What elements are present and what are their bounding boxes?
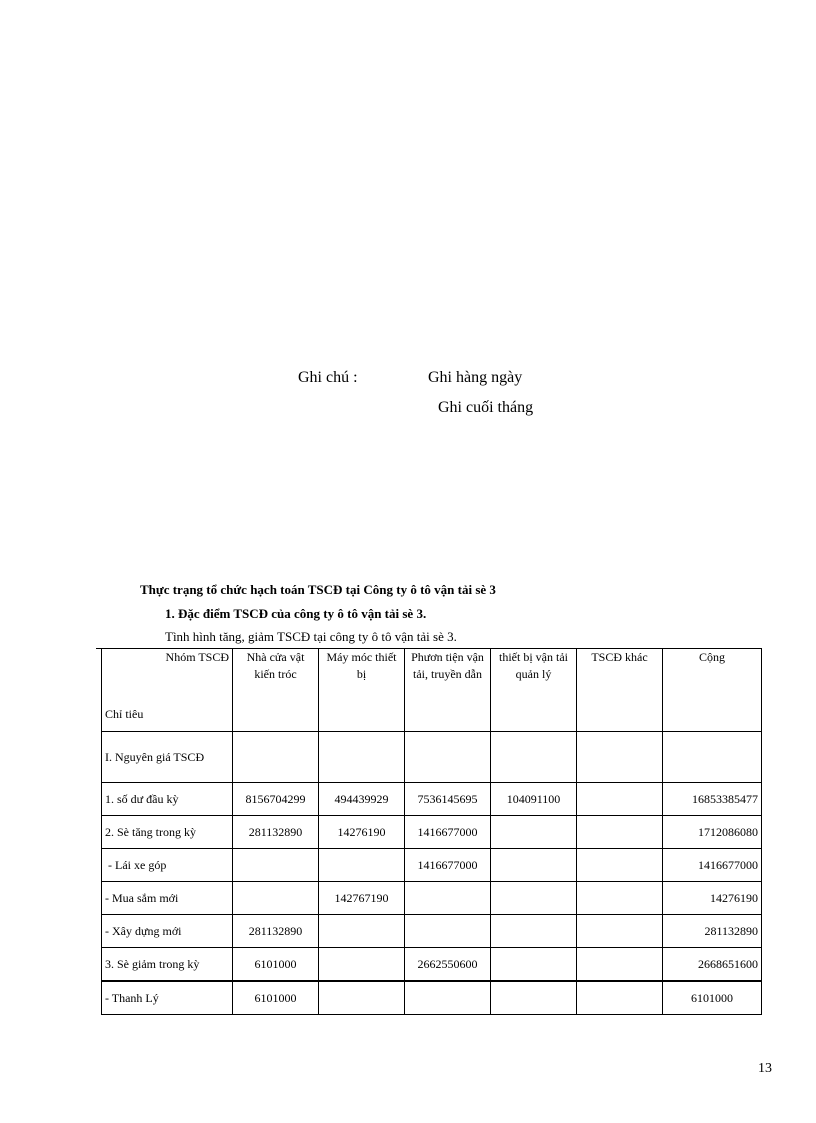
table-header-row (102, 649, 762, 732)
cell-other-assets (577, 915, 663, 948)
cell-total: 1712086080 (663, 816, 762, 849)
cell-management-equipment (491, 732, 577, 783)
header-corner-cell (102, 649, 233, 732)
header-buildings: Nhà cửa vật kiến tróc (233, 649, 319, 732)
header-machinery: Máy móc thiết bị (319, 649, 405, 732)
cell-buildings: 281132890 (233, 816, 319, 849)
cell-total: 2668651600 (663, 948, 762, 982)
cell-machinery: 142767190 (319, 882, 405, 915)
cell-transport: 2662550600 (405, 948, 491, 982)
cell-machinery (319, 849, 405, 882)
cell-management-equipment: 104091100 (491, 783, 577, 816)
table-row (102, 981, 762, 1015)
row-label: 2. Sè tăng trong kỳ (102, 816, 233, 849)
cell-other-assets (577, 948, 663, 982)
cell-other-assets (577, 849, 663, 882)
row-label: - Thanh Lý (102, 981, 233, 1015)
table-row (102, 948, 762, 982)
cell-machinery (319, 981, 405, 1015)
cell-transport (405, 981, 491, 1015)
cell-machinery: 494439929 (319, 783, 405, 816)
cell-management-equipment (491, 849, 577, 882)
cell-machinery (319, 915, 405, 948)
cell-management-equipment (491, 915, 577, 948)
cell-other-assets (577, 816, 663, 849)
cell-buildings: 281132890 (233, 915, 319, 948)
row-label: - Lái xe góp (102, 849, 233, 882)
header-transport: Phươn tiện vận tải, truyền dẫn (405, 649, 491, 732)
table-row (102, 882, 762, 915)
section-heading: Thực trạng tổ chức hạch toán TSCĐ tại Công ty ô tô vận tải sè 3 (140, 582, 496, 597)
page-number: 13 (758, 1061, 772, 1076)
header-other-assets: TSCĐ khác (577, 649, 663, 732)
cell-transport: 7536145695 (405, 783, 491, 816)
cell-management-equipment (491, 816, 577, 849)
cell-total: 1416677000 (663, 849, 762, 882)
cell-transport: 1416677000 (405, 816, 491, 849)
cell-buildings (233, 732, 319, 783)
header-group-label: Nhóm TSCĐ (165, 650, 229, 664)
table-row (102, 849, 762, 882)
cell-machinery (319, 732, 405, 783)
row-label: - Mua sắm mới (102, 882, 233, 915)
header-management-equipment: thiết bị vận tải quản lý (491, 649, 577, 732)
cell-buildings: 6101000 (233, 948, 319, 982)
cell-total: 281132890 (663, 915, 762, 948)
header-total: Cộng (663, 649, 762, 732)
cell-transport (405, 732, 491, 783)
note-monthly: Ghi cuối tháng (438, 399, 534, 416)
cell-management-equipment (491, 981, 577, 1015)
cell-machinery (319, 948, 405, 982)
fixed-asset-table (101, 648, 762, 1015)
table-intro: Tình hình tăng, giảm TSCĐ tại công ty ô tô vận tải sè 3. (165, 629, 457, 644)
cell-total: 16853385477 (663, 783, 762, 816)
row-label: I. Nguyên giá TSCĐ (102, 732, 233, 783)
table-row (102, 816, 762, 849)
header-indicator-label: Chỉ tiêu (105, 707, 144, 721)
note-daily: Ghi hàng ngày (428, 369, 523, 386)
row-label: 3. Sè giảm trong kỳ (102, 948, 233, 982)
cell-other-assets (577, 981, 663, 1015)
table-row (102, 732, 762, 783)
cell-buildings: 8156704299 (233, 783, 319, 816)
table-row (102, 915, 762, 948)
cell-other-assets (577, 783, 663, 816)
cell-buildings (233, 882, 319, 915)
cell-management-equipment (491, 948, 577, 982)
cell-other-assets (577, 732, 663, 783)
row-label: 1. số dư đầu kỳ (102, 783, 233, 816)
cell-buildings (233, 849, 319, 882)
cell-management-equipment (491, 882, 577, 915)
cell-transport (405, 882, 491, 915)
cell-other-assets (577, 882, 663, 915)
table-row (102, 783, 762, 816)
cell-transport (405, 915, 491, 948)
cell-transport: 1416677000 (405, 849, 491, 882)
row-label: - Xây dựng mới (102, 915, 233, 948)
cell-total (663, 732, 762, 783)
cell-total: 6101000 (663, 981, 762, 1015)
cell-total: 14276190 (663, 882, 762, 915)
cell-buildings: 6101000 (233, 981, 319, 1015)
note-label: Ghi chú : (298, 369, 358, 386)
cell-machinery: 14276190 (319, 816, 405, 849)
subsection-heading: 1. Đặc điểm TSCĐ của công ty ô tô vận tải sè 3. (165, 606, 427, 621)
